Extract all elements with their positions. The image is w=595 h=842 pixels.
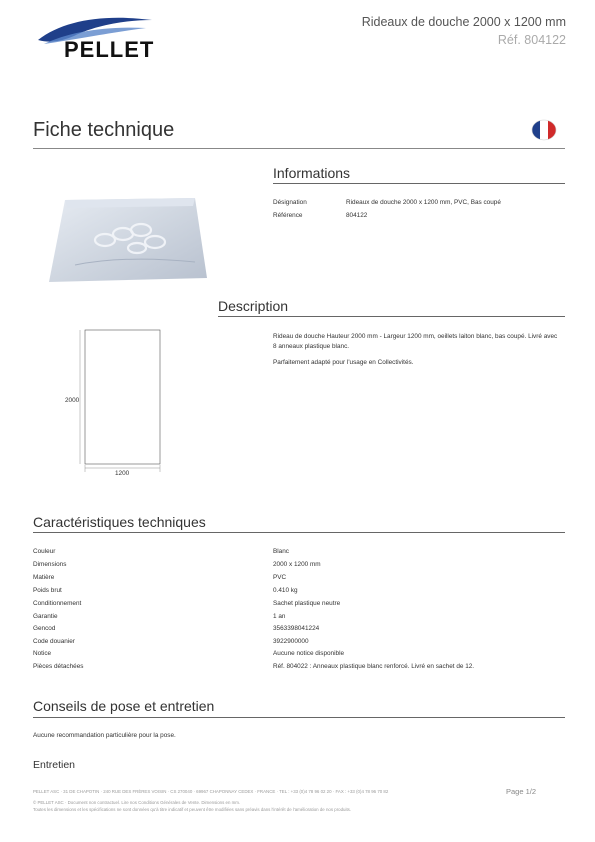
char-value: 3922900000 bbox=[273, 638, 309, 645]
char-value: Blanc bbox=[273, 548, 289, 555]
char-label: Poids brut bbox=[33, 587, 62, 594]
char-value: Réf. 804022 : Anneaux plastique blanc renforcé. Livré en sachet de 12. bbox=[273, 663, 475, 670]
char-value: 2000 x 1200 mm bbox=[273, 561, 321, 568]
info-value: Rideaux de douche 2000 x 1200 mm, PVC, Bas coupé bbox=[346, 199, 501, 206]
drawing-width-label: 1200 bbox=[115, 470, 130, 477]
char-label: Notice bbox=[33, 650, 52, 657]
drawing-height-label: 2000 bbox=[65, 397, 80, 404]
char-label: Garantie bbox=[33, 613, 58, 620]
char-value: 3563398041224 bbox=[273, 625, 320, 632]
conseils-text: Aucune recommandation particulière pour la pose. bbox=[33, 732, 176, 739]
info-label: Désignation bbox=[273, 199, 307, 206]
france-flag-icon bbox=[530, 118, 558, 142]
char-label: Matière bbox=[33, 574, 55, 581]
description-rule bbox=[218, 316, 565, 317]
char-label: Gencod bbox=[33, 625, 56, 632]
informations-heading: Informations bbox=[273, 165, 351, 181]
char-value: Sachet plastique neutre bbox=[273, 600, 341, 607]
header-divider bbox=[33, 148, 565, 149]
product-reference: Réf. 804122 bbox=[497, 33, 566, 47]
description-text-2: Parfaitement adapté pour l'usage en Collectivités. bbox=[273, 359, 414, 366]
char-value: 0.410 kg bbox=[273, 587, 298, 594]
conseils-rule bbox=[33, 717, 565, 718]
entretien-heading: Entretien bbox=[33, 759, 76, 771]
footer-copyright: © PELLET ASC · Document non contractuel. Lire nos Conditions Générales de Vente. Dimensions en mm. bbox=[33, 800, 241, 805]
char-value: Aucune notice disponible bbox=[273, 650, 345, 657]
char-label: Couleur bbox=[33, 548, 56, 555]
char-value: 1 an bbox=[273, 613, 286, 620]
char-label: Conditionnement bbox=[33, 600, 82, 607]
footer-address: PELLET ASC · 31 DE CHAPOTIN · 240 RUE DES FRÈRES VOISIN · CS 270040 · 69967 CHAPONNAY CEDEX · FRANCE · TEL : +33 (0)4 78 96 02 20 · FAX : +33 (0)4 78 96 70 82 bbox=[33, 789, 389, 794]
page-title: Fiche technique bbox=[33, 119, 175, 141]
char-value: PVC bbox=[273, 574, 287, 581]
description-text: Rideau de douche Hauteur 2000 mm - Largeur 1200 mm, oeillets laiton blanc, bas coupé. Livré avec 8 anneaux plastique blanc. bbox=[273, 333, 558, 350]
brand-name: PELLET bbox=[64, 37, 155, 62]
description-heading: Description bbox=[218, 298, 289, 314]
char-label: Dimensions bbox=[33, 561, 67, 568]
footer-disclaimer: Toutes les dimensions et les spécifications ne sont données qu'à titre indicatif et peuvent être modifiées sans préavis dans l'intérêt de l'amélioration de nos produits. bbox=[33, 807, 352, 812]
characteristics-heading: Caractéristiques techniques bbox=[33, 514, 206, 530]
product-image bbox=[45, 170, 215, 285]
informations-rule bbox=[273, 183, 565, 184]
char-label: Pièces détachées bbox=[33, 663, 84, 670]
product-title: Rideaux de douche 2000 x 1200 mm bbox=[361, 15, 566, 29]
page-number: Page 1/2 bbox=[506, 787, 537, 796]
conseils-heading: Conseils de pose et entretien bbox=[33, 698, 215, 714]
info-value: 804122 bbox=[346, 212, 368, 219]
info-label: Référence bbox=[273, 212, 303, 219]
characteristics-rule bbox=[33, 532, 565, 533]
char-label: Code douanier bbox=[33, 638, 75, 645]
